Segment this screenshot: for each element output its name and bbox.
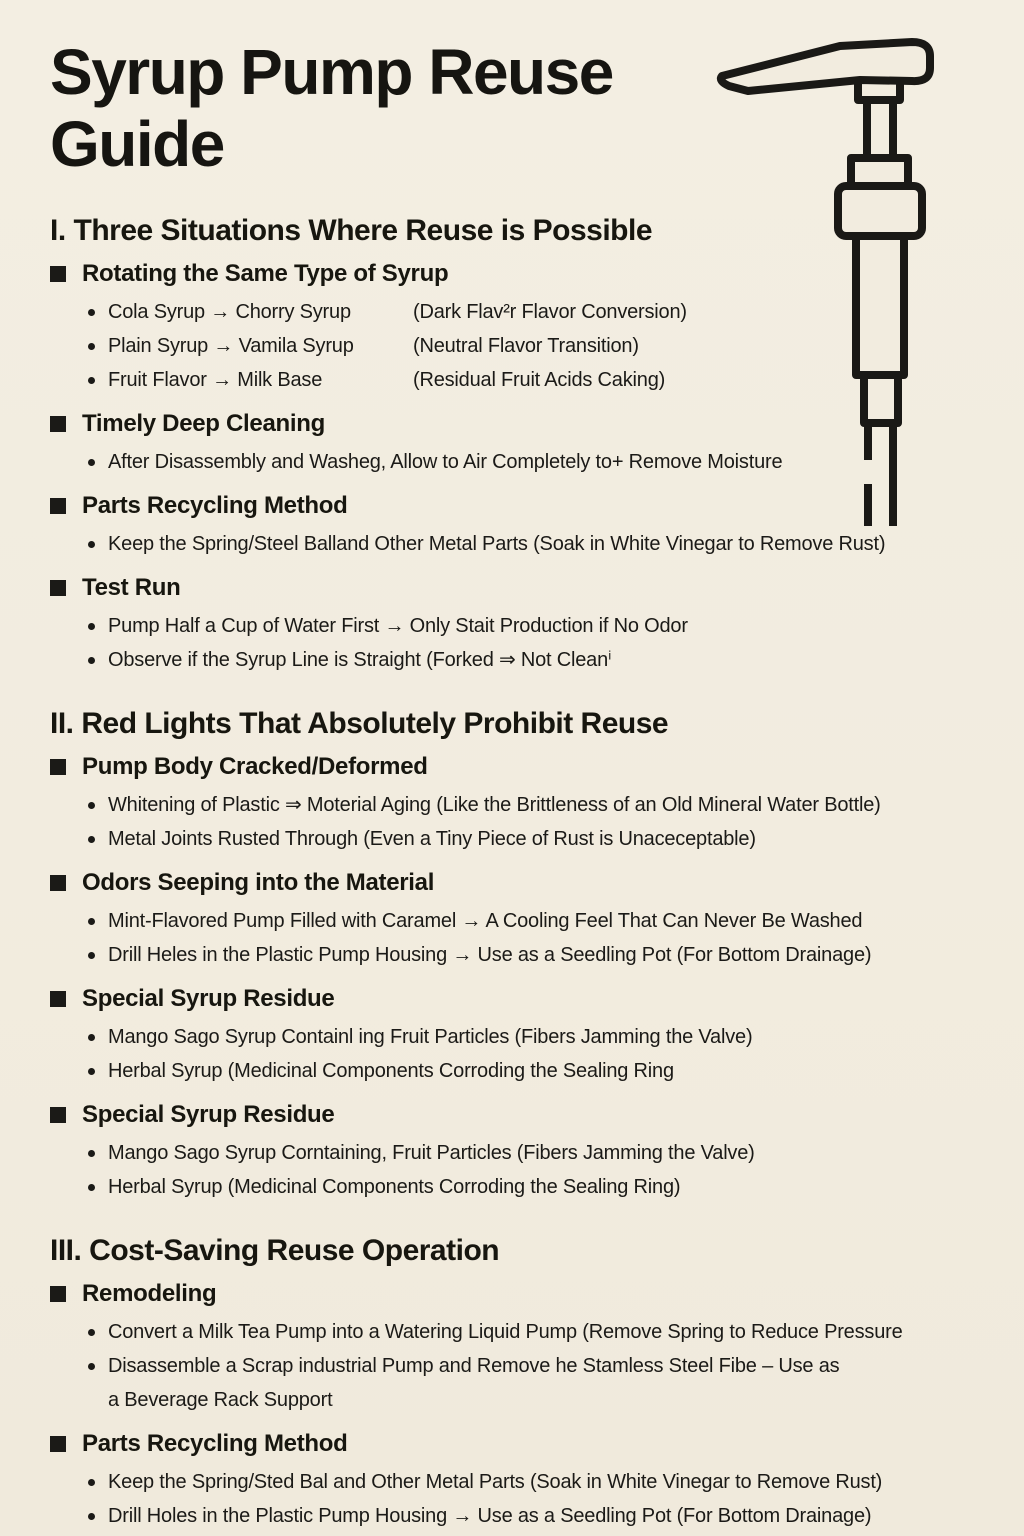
square-marker-icon [50,759,66,775]
bullet-dot-icon [88,952,95,959]
subsection-title-text: Timely Deep Cleaning [82,410,325,437]
bullet-item [88,329,1010,363]
bullet-text: Disassemble a Scrap industrial Pump and Remove he Stamless Steel Fibe – Use as [108,1355,840,1377]
subsection-title-text: Test Run [82,574,181,601]
bullet-text: Plain Syrup → Vamila Syrup [108,335,354,357]
bullet-item [88,1349,1010,1417]
bullet-list [50,904,1010,972]
bullet-item [88,1020,1010,1054]
subsection-title-text: Pump Body Cracked/Deformed [82,753,428,780]
subsection-title [50,985,1010,1013]
subsection-title [50,574,1010,602]
bullet-note: (Residual Fruit Acids Caking) [413,369,666,391]
bullet-dot-icon [88,309,95,316]
subsection-title-text: Special Syrup Residue [82,985,335,1012]
square-marker-icon [50,498,66,514]
square-marker-icon [50,1436,66,1452]
guide-section [50,1234,1010,1533]
bullet-dot-icon [88,1479,95,1486]
bullet-text: Herbal Syrup (Medicinal Components Corroding the Sealing Ring) [108,1176,681,1198]
bullet-item [88,788,1010,822]
bullet-list [50,1136,1010,1204]
bullet-item [88,643,1010,677]
bullet-list [50,295,1010,397]
subsection [50,574,1010,677]
bullet-item [88,904,1010,938]
bullet-item [88,363,1010,397]
bullet-content [108,1499,871,1533]
subsections-container [50,753,1010,1204]
bullet-content [108,643,611,677]
bullet-text: Metal Joints Rusted Through (Even a Tiny Piece of Rust is Unaceceptable) [108,828,756,850]
bullet-item [88,445,1010,479]
square-marker-icon [50,991,66,1007]
subsection-title-text: Special Syrup Residue [82,1101,335,1128]
page-title-line2: Guide [50,108,224,180]
bullet-text: Fruit Flavor → Milk Base [108,369,323,391]
subsection-title [50,1280,1010,1308]
bullet-dot-icon [88,836,95,843]
bullet-dot-icon [88,1363,95,1370]
bullet-text: Whitening of Plastic ⇒ Moterial Aging (Like the Brittleness of an Old Mineral Water Bottle) [108,794,881,816]
bullet-text: Convert a Milk Tea Pump into a Watering Liquid Pump (Remove Spring to Reduce Pressure [108,1321,903,1343]
subsection-title [50,869,1010,897]
bullet-list [50,1465,1010,1533]
bullet-dot-icon [88,1513,95,1520]
guide-section [50,707,1010,1204]
bullet-content [108,295,687,329]
bullet-item [88,1499,1010,1533]
subsection-title [50,1430,1010,1458]
bullet-content [108,1136,755,1170]
bullet-content [108,1170,680,1204]
square-marker-icon [50,875,66,891]
sections-container [50,214,1010,1533]
bullet-content [108,609,688,643]
bullet-text: Pump Half a Cup of Water First → Only Stait Production if No Odor [108,615,688,637]
square-marker-icon [50,1286,66,1302]
subsection [50,869,1010,972]
bullet-text: Keep the Spring/Steel Balland Other Metal Parts (Soak in White Vinegar to Remove Rust) [108,533,886,555]
section-heading: II. Red Lights That Absolutely Prohibit Reuse [50,707,669,740]
bullet-dot-icon [88,1329,95,1336]
bullet-item [88,1136,1010,1170]
subsection [50,1430,1010,1533]
subsection-title [50,1101,1010,1129]
bullet-content [108,822,756,856]
square-marker-icon [50,416,66,432]
bullet-dot-icon [88,541,95,548]
subsection-title-text: Odors Seeping into the Material [82,869,435,896]
bullet-text: Mango Sago Syrup Corntaining, Fruit Particles (Fibers Jamming the Valve) [108,1142,755,1164]
subsection [50,753,1010,856]
bullet-dot-icon [88,459,95,466]
bullet-dot-icon [88,1034,95,1041]
subsections-container [50,260,1010,677]
bullet-note: (Neutral Flavor Transition) [413,335,639,357]
bullet-item [88,938,1010,972]
square-marker-icon [50,580,66,596]
bullet-content [108,1315,903,1349]
bullet-dot-icon [88,802,95,809]
bullet-text: After Disassembly and Washeg, Allow to Air Completely to+ Remove Moisture [108,451,783,473]
subsection [50,985,1010,1088]
bullet-dot-icon [88,1068,95,1075]
bullet-item [88,1170,1010,1204]
subsection-title [50,260,1010,288]
bullet-list [50,445,1010,479]
subsection [50,260,1010,397]
subsection-title-text: Rotating the Same Type of Syrup [82,260,449,287]
bullet-list [50,1315,1010,1417]
bullet-text: Herbal Syrup (Medicinal Components Corroding the Sealing Ring [108,1060,674,1082]
bullet-dot-icon [88,918,95,925]
bullet-content [108,1020,752,1054]
subsection [50,1280,1010,1417]
bullet-content [108,1465,882,1499]
bullet-list [50,609,1010,677]
subsection [50,1101,1010,1204]
bullet-text: Mint-Flavored Pump Filled with Caramel → A Cooling Feel That Can Never Be Washed [108,910,863,932]
subsection [50,410,1010,479]
subsection-title-text: Parts Recycling Method [82,492,348,519]
bullet-item [88,1315,1010,1349]
bullet-text-line2: a Beverage Rack Support [108,1389,333,1411]
bullet-list [50,527,1010,561]
bullet-item [88,1465,1010,1499]
bullet-content [108,904,862,938]
bullet-content [108,329,639,363]
bullet-dot-icon [88,1150,95,1157]
square-marker-icon [50,266,66,282]
bullet-content [108,527,885,561]
bullet-item [88,609,1010,643]
bullet-content [108,363,665,397]
bullet-item [88,527,1010,561]
bullet-text: Drill Heles in the Plastic Pump Housing → Use as a Seedling Pot (For Bottom Drainage) [108,944,872,966]
guide-section [50,214,1010,677]
bullet-dot-icon [88,377,95,384]
subsection-title-text: Parts Recycling Method [82,1430,348,1457]
page-title [50,36,1010,180]
bullet-content [108,938,871,972]
bullet-dot-icon [88,343,95,350]
section-heading: III. Cost-Saving Reuse Operation [50,1234,500,1267]
bullet-note: (Dark Flav²r Flavor Conversion) [413,301,687,323]
bullet-item [88,295,1010,329]
bullet-content [108,1054,674,1088]
bullet-text: Cola Syrup → Chorry Syrup [108,301,351,323]
bullet-item [88,822,1010,856]
bullet-dot-icon [88,1184,95,1191]
bullet-list [50,788,1010,856]
bullet-dot-icon [88,623,95,630]
bullet-content [108,788,881,822]
bullet-text: Drill Holes in the Plastic Pump Housing → Use as a Seedling Pot (For Bottom Drainage) [108,1505,872,1527]
bullet-text: Mango Sago Syrup Containl ing Fruit Particles (Fibers Jamming the Valve) [108,1026,753,1048]
bullet-text: Observe if the Syrup Line is Straight (Forked ⇒ Not Cleanⁱ [108,649,612,671]
subsections-container [50,1280,1010,1533]
page-title-line1: Syrup Pump Reuse [50,36,613,108]
bullet-list [50,1020,1010,1088]
subsection-title [50,410,1010,438]
bullet-item [88,1054,1010,1088]
bullet-text: Keep the Spring/Sted Bal and Other Metal Parts (Soak in White Vinegar to Remove Rust) [108,1471,883,1493]
bullet-content [108,445,782,479]
subsection [50,492,1010,561]
subsection-title-text: Remodeling [82,1280,217,1307]
bullet-content [108,1349,839,1417]
square-marker-icon [50,1107,66,1123]
section-heading: I. Three Situations Where Reuse is Possible [50,214,653,247]
bullet-dot-icon [88,657,95,664]
subsection-title [50,492,1010,520]
subsection-title [50,753,1010,781]
